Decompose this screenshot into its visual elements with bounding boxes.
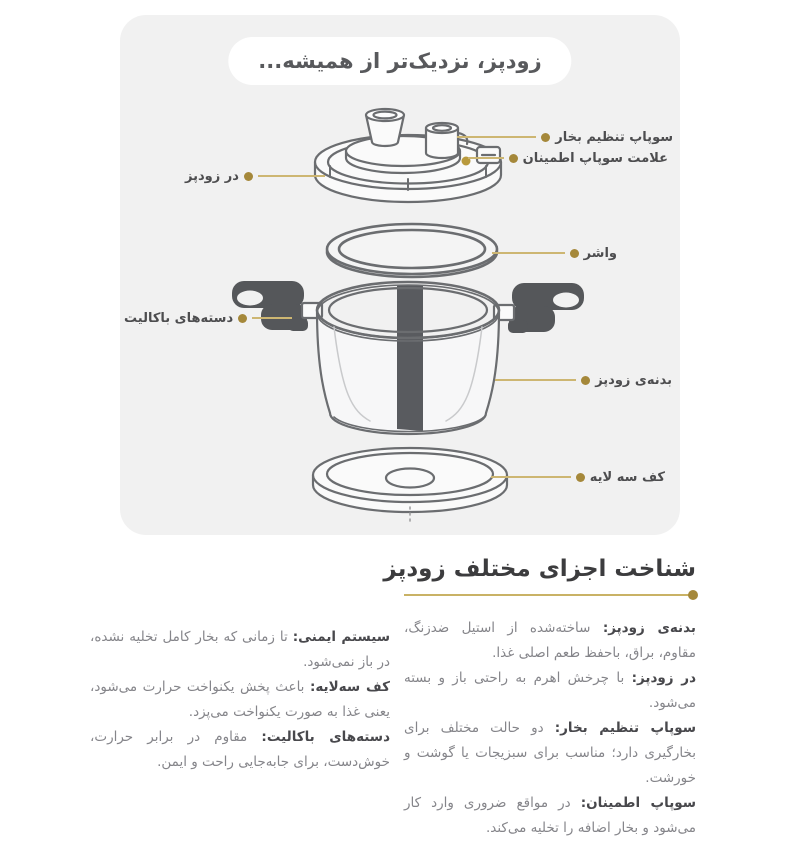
label-steam-valve [457, 128, 673, 146]
column-right [404, 616, 696, 841]
description-item [90, 675, 390, 725]
diagram-panel [120, 15, 680, 535]
label-text: کف سه لایه [589, 469, 665, 485]
description-item [404, 616, 696, 666]
description-item [90, 725, 390, 775]
callout-dot-icon [509, 154, 518, 163]
callout-dot-icon [541, 133, 550, 142]
label-gasket [492, 244, 617, 262]
title-badge: زودپز، نزدیک‌تر از همیشه... [228, 37, 571, 85]
callout-dot-icon [576, 473, 585, 482]
label-base [491, 468, 665, 486]
callout-line-icon [457, 136, 536, 138]
term-description: در مواقع ضروری وارد کار می‌شود و بخار اضافه را تخلیه می‌کند. [404, 795, 696, 837]
description-columns [90, 616, 696, 841]
callout-line-icon [258, 175, 325, 177]
term-description: تا زمانی که بخار کامل تخلیه نشده، در باز نمی‌شود. [90, 629, 390, 671]
term: در زودپز: [631, 670, 696, 687]
callout-line-icon [491, 476, 571, 478]
callout-dot-icon [570, 249, 579, 258]
term-description: مقاوم در برابر حرارت، خوش‌دست، برای جابه‌جایی راحت و ایمن. [90, 729, 390, 771]
underline-dot-icon [688, 590, 698, 600]
description-item [404, 791, 696, 841]
description-item [404, 716, 696, 791]
label-text: بدنه‌ی زودپز [595, 372, 672, 388]
pressure-cooker-illustration-icon [120, 15, 680, 535]
label-text: واشر [583, 245, 617, 261]
label-text: سوپاپ تنظیم بخار [555, 129, 673, 145]
callout-dot-icon [238, 314, 247, 323]
label-lid [185, 167, 325, 185]
term: سوپاپ تنظیم بخار: [554, 720, 696, 737]
term: دسته‌های باکالیت: [261, 729, 390, 746]
heading-underline [404, 594, 696, 596]
description-item [404, 666, 696, 716]
term: بدنه‌ی زودپز: [602, 620, 696, 637]
label-text: دسته‌های باکالیت [124, 310, 234, 326]
label-handles [124, 309, 292, 327]
callout-line-icon [495, 379, 576, 381]
term-description: با چرخش اهرم به راحتی باز و بسته می‌شود. [404, 670, 696, 712]
label-text: در زودپز [185, 168, 239, 184]
term: سوپاپ اطمینان: [580, 795, 696, 812]
label-text: علامت سوپاپ اطمینان [522, 150, 668, 166]
label-safety-mark [468, 149, 668, 167]
label-body [495, 371, 672, 389]
term-description: باعث پخش یکنواخت حرارت می‌شود، یعنی غذا به صورت یکنواخت می‌پزد. [90, 679, 390, 721]
description-item [90, 625, 390, 675]
base-icon [313, 448, 507, 523]
term-description: دو حالت مختلف برای بخارگیری دارد؛ مناسب برای سبزیجات یا گوشت و خورشت. [404, 720, 696, 787]
pot-body-icon [232, 281, 584, 434]
term: سیستم ایمنی: [292, 629, 391, 646]
callout-line-icon [252, 317, 292, 319]
parts-description-section [0, 553, 800, 841]
term-description: ساخته‌شده از استیل ضدزنگ، مقاوم، براق، باحفظ طعم اصلی غذا. [404, 620, 696, 662]
gasket-icon [327, 224, 497, 277]
section-heading: شناخت اجزای مختلف زودپز [383, 556, 696, 582]
callout-line-icon [492, 252, 565, 254]
column-left [90, 616, 390, 775]
term: کف سه‌لایه: [309, 679, 390, 696]
callout-dot-icon [581, 376, 590, 385]
callout-line-icon [468, 157, 504, 159]
callout-dot-icon [244, 172, 253, 181]
